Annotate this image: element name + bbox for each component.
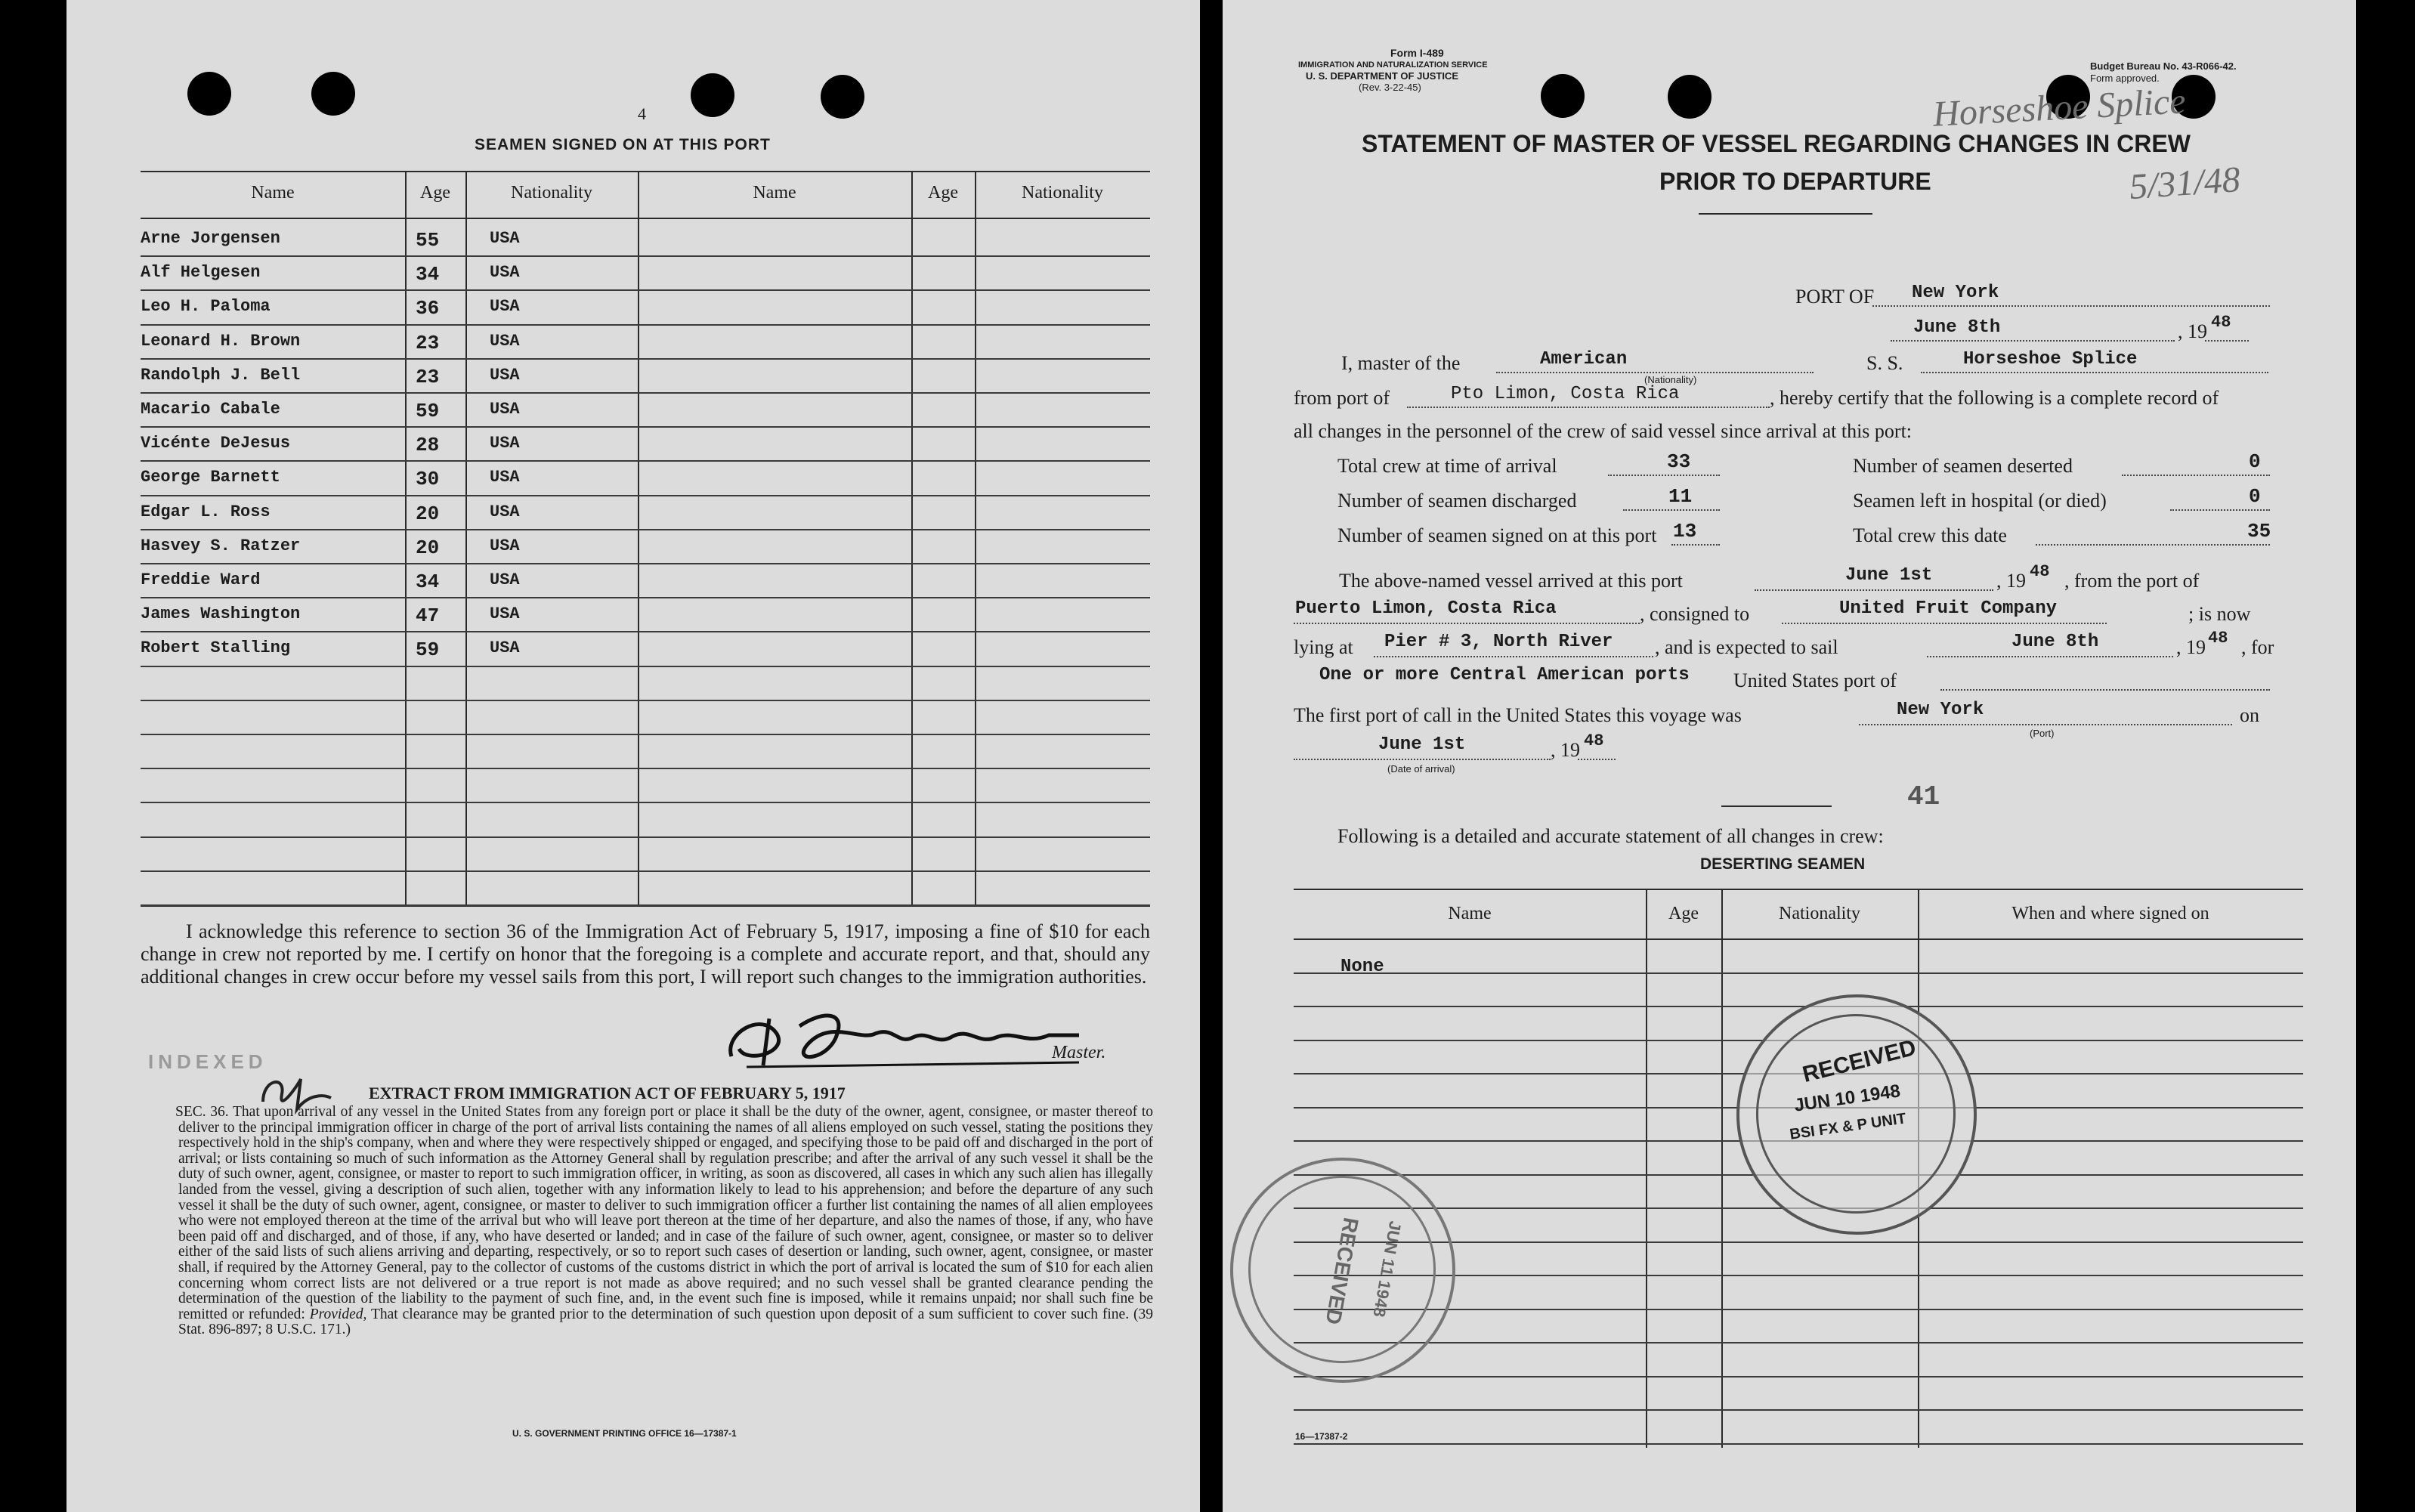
row-rule [141, 597, 1150, 598]
row-rule [141, 870, 1150, 872]
row-rule [141, 734, 1150, 735]
crew-name: Arne Jorgensen [141, 229, 280, 248]
row-rule [1294, 1443, 2303, 1445]
handwritten-date: 5/31/48 [2128, 159, 2242, 208]
is-now-label: ; is now [2188, 603, 2251, 625]
crew-age: 59 [416, 400, 440, 422]
total-crew-date: 35 [2247, 520, 2271, 543]
punch-hole [821, 75, 864, 119]
row-rule [141, 529, 1150, 530]
signed-on-count: 13 [1673, 520, 1697, 543]
row-rule [1294, 1342, 2303, 1343]
crew-age: 34 [416, 263, 440, 286]
total-crew-date-label: Total crew this date [1853, 524, 2007, 546]
port-of-label: PORT OF [1795, 286, 1875, 308]
row-rule [1294, 972, 2303, 974]
discharged-count: 11 [1668, 485, 1693, 508]
first-port-label: The first port of call in the United States this voyage was [1294, 704, 1742, 726]
crew-age: 36 [416, 297, 440, 320]
agency-line-1: IMMIGRATION AND NATURALIZATION SERVICE [1298, 60, 1488, 70]
right-footer: 16—17387-2 [1295, 1431, 1348, 1442]
punch-hole [311, 72, 355, 116]
row-rule [141, 836, 1150, 838]
certify-text: , hereby certify that the following is a complete record of [1770, 387, 2219, 409]
form-title: STATEMENT OF MASTER OF VESSEL REGARDING CHANGES IN CREW [1362, 130, 2191, 157]
row-rule [141, 324, 1150, 326]
des-col-name: Name [1448, 904, 1492, 923]
crew-age: 20 [416, 536, 440, 559]
crew-name: Macario Cabale [141, 400, 280, 419]
deserted-label: Number of seamen deserted [1853, 455, 2073, 477]
row-rule [141, 358, 1150, 360]
master-label: Master. [1052, 1043, 1106, 1062]
lying-label: lying at [1294, 636, 1353, 658]
form-approved: Form approved. [2090, 73, 2160, 84]
punch-hole [187, 72, 231, 116]
row-rule [141, 666, 1150, 667]
statement-year: 48 [2211, 313, 2231, 332]
punch-hole [691, 73, 734, 117]
acknowledgement: I acknowledge this reference to section 36 of the Immigration Act of February 5, 1917, imposing a fine of $10 for each change in crew not reported by me. I certify on honor that the foregoing is a complete and accurate report, and that, should any additional changes in crew occur before my vessel sails from this port, I will report such changes to the immigration authorities. [141, 920, 1150, 988]
crew-age: 34 [416, 570, 440, 593]
stamp-received-text: RECEIVED [1800, 1034, 1919, 1088]
signed-on-label: Number of seamen signed on at this port [1337, 524, 1657, 546]
left-footer: U. S. GOVERNMENT PRINTING OFFICE 16—17387-1 [512, 1428, 737, 1439]
received-stamp-2 [1230, 1158, 1455, 1383]
crew-name: Hasvey S. Ratzer [141, 536, 301, 555]
crew-age: 23 [416, 366, 440, 388]
sail-year: 48 [2208, 629, 2228, 648]
crew-nationality: USA [490, 400, 520, 419]
crew-nationality: USA [490, 468, 520, 487]
from-the-port-label: , from the port of [2064, 570, 2200, 592]
stamp2-date-text: JUN 11 1948 [1369, 1220, 1405, 1319]
total-crew-arrival-label: Total crew at time of arrival [1337, 455, 1557, 477]
for-label: , for [2241, 636, 2274, 658]
from-the-port-value: Puerto Limon, Costa Rica [1295, 598, 1557, 619]
row-rule [141, 563, 1150, 564]
nationality-value: American [1540, 349, 1628, 369]
indexed-stamp: INDEXED [148, 1050, 267, 1073]
col-header-age-2: Age [928, 183, 958, 203]
arrived-year: 48 [2030, 562, 2050, 581]
us-port-label: United States port of [1733, 669, 1897, 691]
punch-hole [1541, 74, 1585, 118]
row-rule [1294, 1006, 2303, 1007]
crew-nationality: USA [490, 536, 520, 555]
expected-label: , and is expected to sail [1655, 636, 1838, 658]
hospital-label: Seamen left in hospital (or died) [1853, 490, 2107, 512]
des-col-nationality: Nationality [1779, 904, 1860, 923]
arrival-year: 48 [1584, 731, 1604, 750]
extract-text: SEC. 36. That upon arrival of any vessel in the United States from any foreign port or place it shall be the duty of the owner, agent, consignee, or master thereof to deliver to the principal immigration officer in charge of the port of arrival lists containing the names of all aliens employed on such vessel, stating the positions they respectively hold in the ship's company, when and where they were respectively shipped or engaged, and specifying those to be paid off and discharged in the port of arrival; or lists containing so much of such information as the Attorney General shall by regulation prescribe; and after the arrival of any such vessel it shall be the duty of such owner, agent, consignee, or master to report to such immigration officer, in writing, as soon as discovered, all cases in which any such alien has illegally landed from the vessel, giving a description of such alien, together with any information likely to lead to his apprehension; and before the departure of any such vessel it shall be the duty of such owner, agent, consignee, or master to deliver to such immigration officer a further list containing the names of all alien employees who were not employed thereon at the time of the arrival but who will leave port thereon at the time of her departure, and also the names of those, if any, who have been paid off and discharged, and of those, if any, who have deserted or landed; and in case of the failure of such owner, agent, consignee, or master so to deliver either of the said lists of such aliens arriving and departing, respectively, or so to report such cases of desertion or landing, such owner, agent, consignee, or master shall, if required by the Attorney General, pay to the collector of customs of the customs district in which the port of arrival is located the sum of $10 for each alien concerning whom correct lists are not delivered or a true report is not made as above required; and no such vessel shall be granted clearance pending the determination of the question of the liability to the payment of such fine, and, in the event such fine is imposed, while it remains unpaid; nor shall such fine be remitted or refunded: Provided, That clearance may be granted prior to the determination of such question upon deposit of a sum sufficient to cover such fine. (39 Stat. 896-897; 8 U.S.C. 171.) [175, 1104, 1153, 1338]
des-col-when-where: When and where signed on [2011, 904, 2209, 923]
port-caption: (Port) [2030, 728, 2055, 739]
row-rule [1294, 1376, 2303, 1377]
arrival-date: June 1st [1378, 734, 1466, 755]
following-text: Following is a detailed and accurate statement of all changes in crew: [1337, 825, 1884, 847]
row-rule [141, 631, 1150, 632]
total-crew-arrival: 33 [1667, 450, 1691, 473]
crew-nationality: USA [490, 570, 520, 589]
budget-bureau: Budget Bureau No. 43-R066-42. [2090, 60, 2237, 72]
crew-name: George Barnett [141, 468, 280, 487]
left-page [66, 0, 1200, 1512]
on-label: on [2240, 704, 2259, 726]
crew-name: Robert Stalling [141, 639, 291, 657]
crew-name: Edgar L. Ross [141, 502, 271, 521]
agency-line-2: U. S. DEPARTMENT OF JUSTICE [1306, 70, 1458, 82]
mark-41: 41 [1907, 781, 1940, 812]
extract-title: EXTRACT FROM IMMIGRATION ACT OF FEBRUARY 5, 1917 [369, 1084, 846, 1102]
crew-nationality: USA [490, 332, 520, 351]
row-rule [141, 426, 1150, 428]
nationality-caption: (Nationality) [1644, 374, 1697, 385]
crew-nationality: USA [490, 639, 520, 657]
row-rule [141, 802, 1150, 803]
row-rule [141, 495, 1150, 496]
master-signature [716, 1003, 1094, 1071]
received-stamp [1736, 994, 1977, 1235]
crew-age: 30 [416, 468, 440, 490]
arrived-date: June 1st [1845, 565, 1933, 586]
consignee-value: United Fruit Company [1839, 598, 2058, 619]
crew-nationality: USA [490, 229, 520, 248]
form-number: Form I-489 [1390, 47, 1444, 59]
col-header-name: Name [251, 183, 295, 203]
certify-text-2: all changes in the personnel of the crew of said vessel since arrival at this port: [1294, 420, 1913, 442]
col-header-age: Age [420, 183, 450, 203]
form-revision: (Rev. 3-22-45) [1359, 82, 1421, 93]
right-page: Form I-489 IMMIGRATION AND NATURALIZATION SERVICE U. S. DEPARTMENT OF JUSTICE (Rev. 3-22-45) Budget Bureau No. 43-R066-42. Form approved. Horseshoe Splice 5/31/48 STATEMENT OF MASTER OF VESSEL REGARDING CHANGES IN CREW PRIOR TO DEPARTURE PORT OF New York June 8th , 19 48 I, master of the American (Nationality) S. S. Horseshoe Splice from port of Pto Limon, Costa Rica , hereby certify that the following is a complete record of all changes in the personnel of the crew of said vessel since arrival at this port: Total crew at time of arrival 33 Number of seamen deserted 0 Number of seamen discharged 11 Seamen left in hospital (or died) 0 Number of seamen signed on at this port 13 Total crew this date 35 The above-named vessel arrived at this port June 1st , 19 48 , from the port of Puerto Limon, Costa Rica , consigned to United Fruit Company ; is now lying at Pier # 3, North River , and is expected to sail June 8th , 19 48 , for One or more Central American ports United States port of The first port of call in the United States this voyage was New York on (Port) June 1st , 19 48 (Date of arrival) 41 Following is a detailed and accurate statement of all changes in crew: DESERTING SEAMEN Name Age Nationality When and where signed on None RECEIVED JUN 10 1948 BSI FX & P UNIT RECEIVED JUN 11 1948 16—17387-2 [1223, 0, 2356, 1512]
year-prefix: 19 [2188, 320, 2207, 342]
form-subtitle: PRIOR TO DEPARTURE [1659, 168, 1931, 195]
row-rule [1294, 1409, 2303, 1411]
des-col-age: Age [1668, 904, 1699, 923]
first-port-value: New York [1897, 700, 1984, 720]
crew-name: Freddie Ward [141, 570, 261, 589]
page-number: 4 [638, 104, 646, 123]
row-rule [141, 904, 1150, 906]
none-entry: None [1340, 957, 1384, 977]
crew-age: 20 [416, 502, 440, 525]
row-rule [141, 392, 1150, 394]
crew-nationality: USA [490, 366, 520, 385]
crew-age: 23 [416, 332, 440, 354]
row-rule [141, 768, 1150, 769]
lying-at-value: Pier # 3, North River [1384, 632, 1613, 652]
crew-nationality: USA [490, 434, 520, 453]
crew-age: 59 [416, 639, 440, 661]
destination-value: One or more Central American ports [1319, 665, 1690, 685]
row-rule [141, 700, 1150, 701]
crew-name: Alf Helgesen [141, 263, 261, 282]
statement-date: June 8th [1913, 317, 2001, 338]
crew-name: Randolph J. Bell [141, 366, 301, 385]
arrived-label: The above-named vessel arrived at this port [1339, 570, 1683, 592]
ship-name: Horseshoe Splice [1963, 349, 2138, 369]
hospital-count: 0 [2249, 485, 2261, 508]
sail-date: June 8th [2011, 632, 2099, 652]
crew-age: 47 [416, 604, 440, 627]
crew-nationality: USA [490, 604, 520, 623]
deserting-title: DESERTING SEAMEN [1700, 855, 1866, 873]
crew-name: James Washington [141, 604, 301, 623]
punch-hole [1668, 75, 1712, 119]
crew-name: Leo H. Paloma [141, 297, 271, 316]
deserted-count: 0 [2249, 450, 2261, 473]
from-port-label: from port of [1294, 387, 1390, 409]
crew-nationality: USA [490, 297, 520, 316]
crew-age: 55 [416, 229, 440, 252]
row-rule [141, 255, 1150, 257]
col-header-nationality-2: Nationality [1022, 183, 1103, 203]
ss-label: S. S. [1866, 352, 1903, 374]
stamp-unit-text: BSI FX & P UNIT [1789, 1110, 1907, 1143]
crew-name: Leonard H. Brown [141, 332, 301, 351]
crew-age: 28 [416, 434, 440, 456]
handwritten-ship: Horseshoe Splice [1931, 81, 2187, 135]
crew-name: Vicénte DeJesus [141, 434, 291, 453]
crew-nationality: USA [490, 263, 520, 282]
section-title: SEAMEN SIGNED ON AT THIS PORT [475, 136, 771, 153]
stamp2-received-text: RECEIVED [1321, 1215, 1363, 1327]
col-header-nationality: Nationality [511, 183, 592, 203]
crew-nationality: USA [490, 502, 520, 521]
date-arrival-caption: (Date of arrival) [1387, 763, 1455, 775]
master-of-label: I, master of the [1341, 352, 1461, 374]
stamp-date-text: JUN 10 1948 [1792, 1081, 1902, 1116]
col-header-name-2: Name [753, 183, 796, 203]
consigned-label: , consigned to [1640, 603, 1750, 625]
from-port-value: Pto Limon, Costa Rica [1451, 384, 1680, 404]
discharged-label: Number of seamen discharged [1337, 490, 1577, 512]
port-of-value: New York [1912, 283, 1999, 303]
row-rule [141, 460, 1150, 462]
row-rule [141, 289, 1150, 291]
